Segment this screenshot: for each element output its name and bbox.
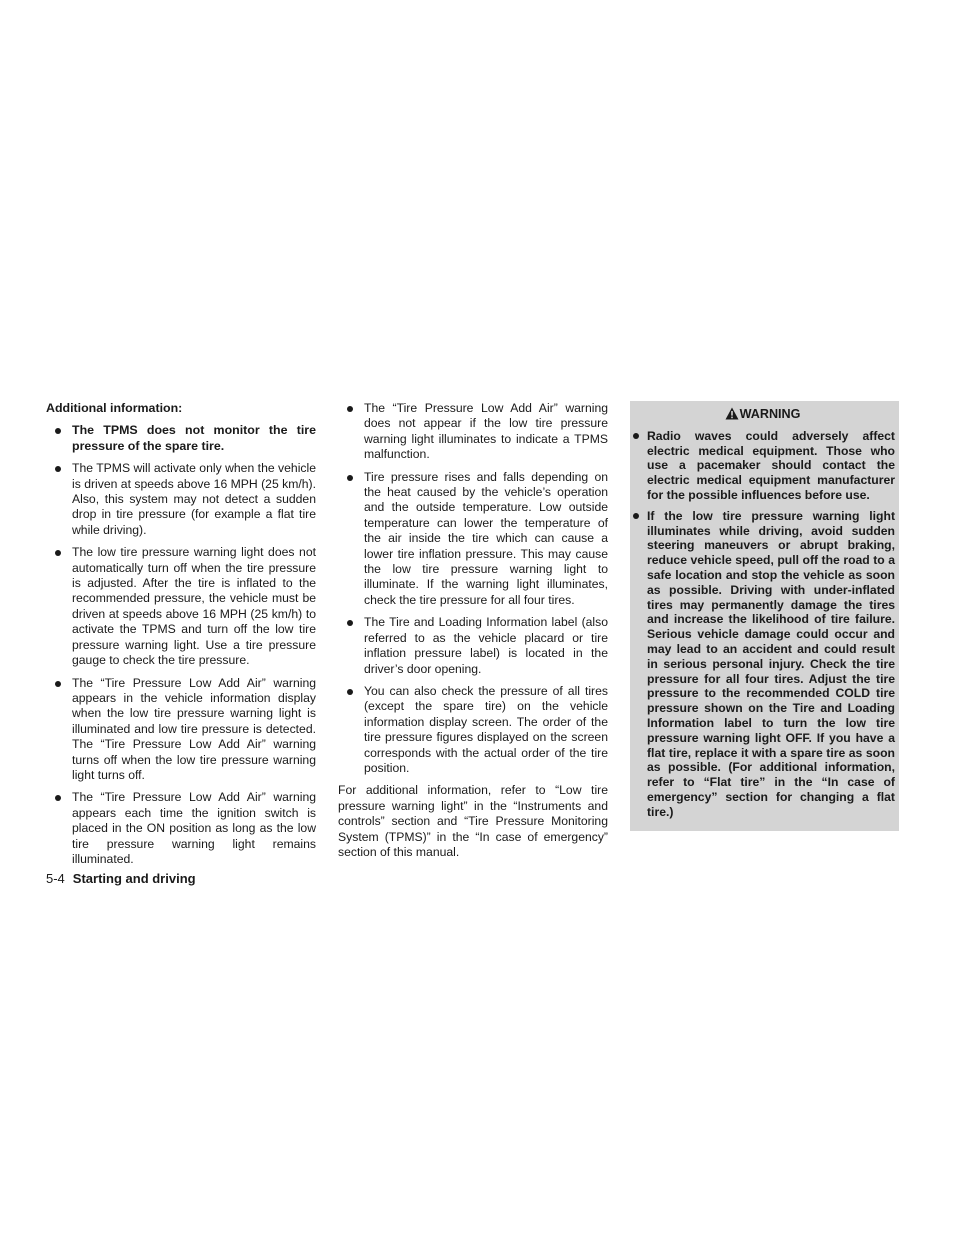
bullet-icon xyxy=(347,689,353,695)
warning-title: WARNING xyxy=(630,404,895,429)
column-right xyxy=(630,401,899,831)
list-item: The “Tire Pressure Low Add Air” warning does not appear if the low tire pressure warning light illuminates to indicate a TPMS malfunction. xyxy=(338,401,608,463)
list-item: Tire pressure rises and falls depending on the heat caused by the vehicle’s operation and the outside temperature. Low outside temperature can lower the temperature of the air inside the tire which can cause a lower tire inflation pressure. This may cause the low tire pressure warning light to illuminate. If the warning light illuminates, check the tire pressure for all four tires. xyxy=(338,470,608,609)
list-item: The TPMS does not monitor the tire pressure of the spare tire. xyxy=(46,423,316,454)
section-title: Starting and driving xyxy=(72,871,196,886)
bullet-list xyxy=(46,423,316,867)
reference-paragraph: For additional information, refer to “Low tire pressure warning light” in the “Instruments and controls” section and “Tire Pressure Monitoring System (TPMS)” in the “In case of emergency” section of this manual. xyxy=(338,783,608,859)
bullet-icon xyxy=(55,681,61,687)
warning-list xyxy=(630,429,895,820)
warning-box xyxy=(630,401,899,831)
section-heading: Additional information: xyxy=(46,401,183,415)
bullet-icon xyxy=(633,513,639,519)
page-footer xyxy=(46,871,196,886)
list-item: The low tire pressure warning light does not automatically turn off when the tire pressure is adjusted. After the tire is inflated to the recommended pressure, the vehicle must be driven at speeds above 16 MPH (25 km/h) to activate the TPMS and turn off the low tire pressure warning light. Use a tire pressure gauge to check the tire pressure. xyxy=(46,545,316,668)
list-item: The “Tire Pressure Low Add Air” warning appears each time the ignition switch is placed in the ON position as long as the low tire pressure warning light remains illuminated. xyxy=(46,790,316,867)
bullet-list xyxy=(338,401,608,776)
list-item: The TPMS will activate only when the vehicle is driven at speeds above 16 MPH (25 km/h). Also, this system may not detect a sudden drop in tire pressure (for example a flat tire while driving). xyxy=(46,461,316,538)
bullet-icon xyxy=(347,406,353,412)
bullet-icon xyxy=(55,466,61,472)
column-middle xyxy=(338,401,608,860)
bullet-icon xyxy=(347,620,353,626)
page-number: 5-4 xyxy=(46,871,65,886)
bullet-icon xyxy=(55,550,61,556)
warning-triangle-icon xyxy=(725,407,739,420)
list-item: The Tire and Loading Information label (also referred to as the vehicle placard or tire inflation pressure label) is located in the driver’s door opening. xyxy=(338,615,608,677)
list-item: The “Tire Pressure Low Add Air” warning appears in the vehicle information display when the low tire pressure warning light is illuminated and low tire pressure is detected. The “Tire Pressure Low Add Air” warning turns off when the low tire pressure warning light turns off. xyxy=(46,676,316,784)
bullet-icon xyxy=(633,433,639,439)
list-item: You can also check the pressure of all tires (except the spare tire) on the vehicle information display screen. The order of the tire pressure figures displayed on the screen corresponds with the actual order of the tire position. xyxy=(338,684,608,776)
column-left xyxy=(46,401,316,874)
bullet-icon xyxy=(55,795,61,801)
bullet-icon xyxy=(347,475,353,481)
list-item: If the low tire pressure warning light illuminates while driving, avoid sudden steering maneuvers or abrupt braking, reduce vehicle speed, pull off the road to a safe location and stop the vehicle as soon as possible. Driving with under-inflated tires may permanently damage the tires and increase the likelihood of tire failure. Serious vehicle damage could occur and may lead to an accident and could result in serious personal injury. Check the tire pressure for all four tires. Adjust the tire pressure to the recommended COLD tire pressure shown on the Tire and Loading Information label to turn the low tire pressure warning light OFF. If you have a flat tire, replace it with a spare tire as soon as possible. (For additional information, refer to “Flat tire” in the “In case of emergency” section for changing a flat tire.) xyxy=(630,509,895,820)
list-item: Radio waves could adversely affect electric medical equipment. Those who use a pacemaker should contact the electric medical equipment manufacturer for the possible influences before use. xyxy=(630,429,895,503)
bullet-icon xyxy=(55,428,61,434)
